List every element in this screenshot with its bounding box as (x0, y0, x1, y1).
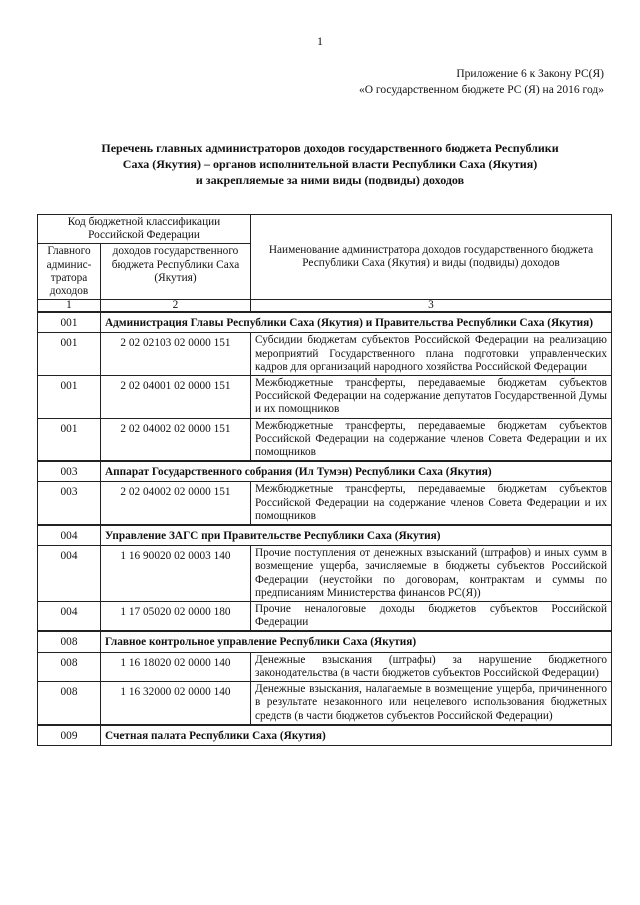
table-row (38, 482, 612, 525)
income-code-cell: 1 16 18020 02 0000 140 (101, 652, 251, 681)
header-name: Наименование администратора доходов государственного бюджета Республики Саха (Якутия) и виды (подвиды) доходов (251, 215, 612, 300)
admin-code-cell: 003 (38, 461, 101, 482)
administrator-name-cell: Аппарат Государственного собрания (Ил Тумэн) Республики Саха (Якутия) (101, 461, 612, 482)
income-description-cell: Межбюджетные трансферты, передаваемые бюджетам субъектов Российской Федерации на содержание членов Совета Федерации и их помощников (251, 482, 612, 525)
title-line-2: Саха (Якутия) – органов исполнительной власти Республики Саха (Якутия) (122, 157, 538, 171)
title-line-3: и закрепляемые за ними виды (подвиды) доходов (195, 173, 465, 187)
income-code-cell: 2 02 04002 02 0000 151 (101, 418, 251, 461)
admin-header-row (38, 525, 612, 546)
header-num-3: 3 (251, 300, 612, 313)
income-description-cell: Прочие поступления от денежных взысканий (штрафов) и иных сумм в возмещение ущерба, зачисляемые в бюджеты субъектов Российской Федерации (неустойки по договорам, контрактам и суммы по предписаниям Министерства финансов РС(Я)) (251, 546, 612, 602)
income-description-cell: Субсидии бюджетам субъектов Российской Федерации на реализацию мероприятий Государственного плана подготовки управленческих кадров для организаций народного хозяйства Российской Федерации (251, 333, 612, 376)
administrator-name-cell: Счетная палата Республики Саха (Якутия) (101, 725, 612, 746)
table-row (38, 652, 612, 681)
admin-code-cell: 009 (38, 725, 101, 746)
document-title (60, 140, 600, 188)
admin-header-row (38, 312, 612, 333)
header-num-1: 1 (38, 300, 101, 313)
table-row (38, 682, 612, 725)
income-description-cell: Денежные взыскания (штрафы) за нарушение бюджетного законодательства (в части бюджетов субъектов Российской Федерации) (251, 652, 612, 681)
title-line-1: Перечень главных администраторов доходов государственного бюджета Республики (101, 141, 559, 155)
income-code-cell: 2 02 04001 02 0000 151 (101, 376, 251, 419)
income-code-cell: 1 16 90020 02 0003 140 (101, 546, 251, 602)
admin-code-cell: 001 (38, 376, 101, 419)
header-admin-code: Главного админис-тратора доходов (38, 244, 101, 300)
table-row (38, 418, 612, 461)
table-row (38, 376, 612, 419)
admin-code-cell: 001 (38, 418, 101, 461)
table-row (38, 333, 612, 376)
income-code-cell: 2 02 02103 02 0000 151 (101, 333, 251, 376)
administrator-name-cell: Главное контрольное управление Республики Саха (Якутия) (101, 631, 612, 652)
income-description-cell: Межбюджетные трансферты, передаваемые бюджетам субъектов Российской Федерации на содержание членов Совета Федерации и их помощников (251, 418, 612, 461)
appendix-line-1: Приложение 6 к Закону РС(Я) (456, 68, 604, 80)
administrator-name-cell: Администрация Главы Республики Саха (Якутия) и Правительства Республики Саха (Якутия) (101, 312, 612, 333)
admin-code-cell: 008 (38, 631, 101, 652)
income-description-cell: Денежные взыскания, налагаемые в возмещение ущерба, причиненного в результате незаконного или нецелевого использования бюджетных средств (в части бюджетов субъектов Российской Федерации) (251, 682, 612, 725)
header-income-code: доходов государственного бюджета Республики Саха (Якутия) (101, 244, 251, 300)
header-kbk: Код бюджетной классификации Российской Федерации (38, 215, 251, 244)
admin-header-row (38, 631, 612, 652)
admin-code-cell: 004 (38, 525, 101, 546)
appendix-line-2: «О государственном бюджете РС (Я) на 2016 год» (358, 84, 604, 96)
admin-code-cell: 001 (38, 333, 101, 376)
income-code-cell: 2 02 04002 02 0000 151 (101, 482, 251, 525)
header-num-2: 2 (101, 300, 251, 313)
administrator-name-cell: Управление ЗАГС при Правительстве Республики Саха (Якутия) (101, 525, 612, 546)
page-number: 1 (317, 34, 323, 48)
administrators-table (37, 214, 612, 746)
income-description-cell: Прочие неналоговые доходы бюджетов субъектов Российской Федерации (251, 602, 612, 632)
appendix-note (359, 66, 604, 98)
income-code-cell: 1 17 05020 02 0000 180 (101, 602, 251, 632)
admin-code-cell: 004 (38, 546, 101, 602)
table-row (38, 546, 612, 602)
admin-header-row (38, 461, 612, 482)
admin-header-row (38, 725, 612, 746)
admin-code-cell: 008 (38, 652, 101, 681)
income-description-cell: Межбюджетные трансферты, передаваемые бюджетам субъектов Российской Федерации на содержание депутатов Государственной Думы и их помощников (251, 376, 612, 419)
admin-code-cell: 003 (38, 482, 101, 525)
table-row (38, 602, 612, 632)
table-body (38, 312, 612, 745)
admin-code-cell: 004 (38, 602, 101, 632)
income-code-cell: 1 16 32000 02 0000 140 (101, 682, 251, 725)
admin-code-cell: 008 (38, 682, 101, 725)
admin-code-cell: 001 (38, 312, 101, 333)
